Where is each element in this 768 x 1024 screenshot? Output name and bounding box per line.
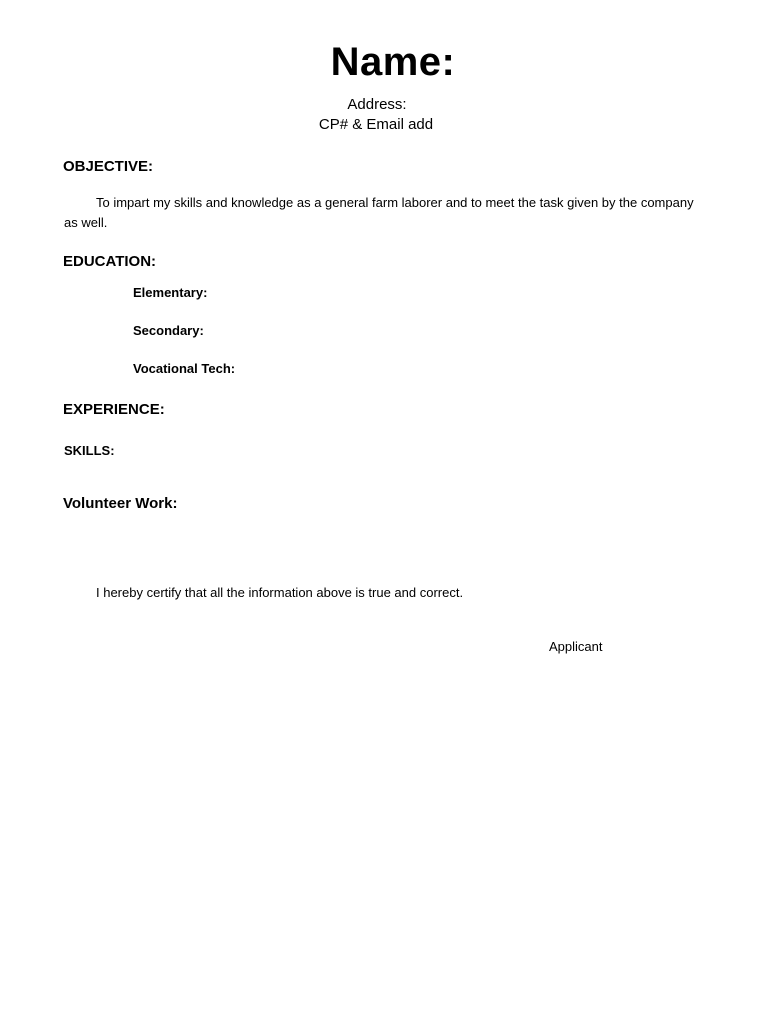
- contact-line: CP# & Email add: [318, 116, 434, 133]
- name-title: Name:: [330, 40, 456, 84]
- education-item-secondary: Secondary:: [133, 323, 204, 338]
- education-heading: EDUCATION:: [63, 253, 157, 270]
- experience-heading: EXPERIENCE:: [63, 401, 165, 418]
- objective-heading: OBJECTIVE:: [63, 158, 154, 175]
- certification-statement: I hereby certify that all the information above is true and correct.: [96, 585, 464, 600]
- address-line: Address:: [347, 96, 407, 113]
- applicant-signature-label: Applicant: [549, 639, 603, 654]
- skills-heading: SKILLS:: [64, 443, 115, 458]
- volunteer-heading: Volunteer Work:: [63, 495, 178, 512]
- objective-text: To impart my skills and knowledge as a general farm laborer and to meet the task given by the company as well.: [64, 195, 694, 230]
- education-item-elementary: Elementary:: [133, 285, 208, 300]
- education-item-vocational: Vocational Tech:: [133, 361, 236, 376]
